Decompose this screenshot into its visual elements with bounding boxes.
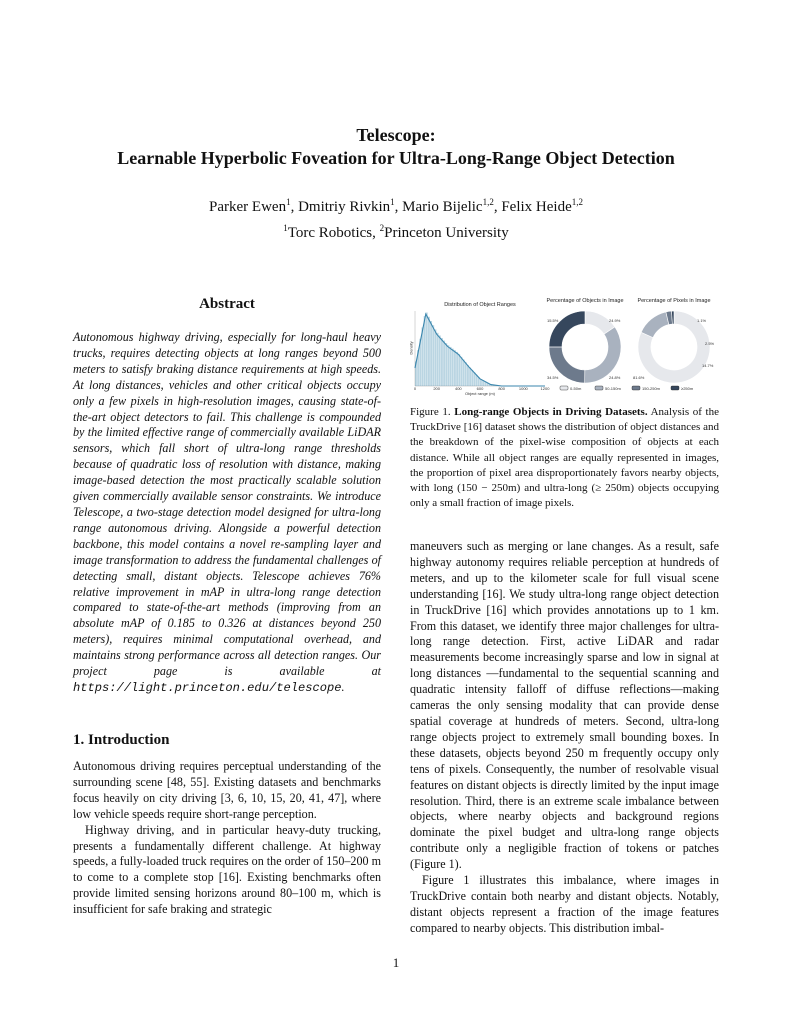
intro-right-text bbox=[410, 539, 719, 937]
chart-title: Distribution of Object Ranges bbox=[444, 302, 516, 308]
data-label: 34.5% bbox=[547, 375, 559, 380]
data-label: 24.9% bbox=[609, 318, 621, 323]
histogram-bar bbox=[456, 352, 458, 386]
histogram-bar bbox=[435, 329, 437, 386]
intro-paragraph: Figure 1 illustrates this imbalance, where images in TruckDrive contain both nearby and distant objects. Notably, distant objects represent a fraction of the image features compared to nearby objects. This distribution imbal- bbox=[410, 873, 719, 935]
histogram-bar bbox=[458, 354, 460, 386]
figure-caption: Figure 1. Long-range Objects in Driving Datasets. Analysis of the TruckDrive [16] dataset shows the distribution of object distances and the breakdown of the pixel-wise composition of objects at each distance. While all object ranges are equally represented in images, the proportion of pixel area disproportionately favors nearby objects, with long (150 − 250m) and ultra-long (≥ 250m) objects occupying only a small fraction of image pixels. bbox=[410, 406, 719, 510]
chart-title: Percentage of Pixels in Image bbox=[637, 298, 711, 304]
intro-left-text bbox=[73, 759, 381, 918]
histogram-bar bbox=[452, 349, 454, 386]
histogram-bar bbox=[424, 316, 426, 386]
x-tick-label: 600 bbox=[476, 386, 484, 391]
chart-title: Percentage of Objects in Image bbox=[546, 298, 624, 304]
x-tick-label: 200 bbox=[433, 386, 441, 391]
legend-swatch bbox=[671, 386, 679, 390]
legend bbox=[560, 386, 694, 391]
y-axis-label: Density bbox=[408, 341, 414, 355]
histogram-bar bbox=[465, 362, 467, 386]
histogram-bar bbox=[454, 350, 456, 386]
legend-label: ≥250m bbox=[681, 386, 694, 391]
paper-title-line1: Telescope: bbox=[356, 125, 436, 145]
x-tick-label: 400 bbox=[454, 386, 462, 391]
legend-swatch bbox=[560, 386, 568, 390]
author-name: Mario Bijelic bbox=[402, 199, 483, 215]
intro-paragraph: Highway driving, and in particular heavy-duty trucking, presents a fundamentally different challenge. At highway speeds, a fully-loaded truck requires on the order of 150–200 m to come to a complete stop [16]. Existing benchmarks often provide limited sensing horizons around 80–100 m, which is insufficient for safe braking and strategic bbox=[73, 822, 381, 917]
histogram-bar bbox=[467, 365, 469, 386]
histogram-bar bbox=[474, 372, 476, 386]
page-number: 1 bbox=[392, 955, 400, 970]
data-label: 2.5% bbox=[705, 341, 715, 346]
histogram-bar bbox=[443, 341, 445, 386]
intro-paragraph: maneuvers such as merging or lane changes. As a result, safe highway autonomy requires reliable perception at hundreds of meters, and up to the kilometer scale for full visual scene understanding [16]. We study ultra-long range object detection in TruckDrive [16] which provides annotations up to 1 km. From this dataset, we identify three major challenges for ultra-long range detection. First, active LiDAR and radar measurements become increasingly sparse and low in signal at long distances —fundamental to the sequential scanning and quadratic intensity falloff of diffuse reflections—making cameras the only sensing modality that can provide dense spatial coverage at hundreds of meters. Second, ultra-long range objects project to extremely small bounding boxes. In these datasets, objects beyond 250 m frequently occupy only tens of pixels. Consequently, the number of resolvable visual features on distant objects is directly limited by the input image resolution. Third, there is an extreme scale imbalance between objects, where nearby objects and background regions dominate the pixel budget and ultra-long range objects contribute only a negligible fraction of tokens or patches (Figure 1). bbox=[410, 539, 719, 872]
histogram-bar bbox=[461, 357, 463, 386]
data-label: 15.5% bbox=[547, 318, 559, 323]
legend-label: 50-150m bbox=[605, 386, 621, 391]
author-name: Dmitriy Rivkin bbox=[298, 199, 391, 215]
histogram-bar bbox=[439, 335, 441, 386]
donut-slice bbox=[641, 312, 669, 338]
histogram-bar bbox=[437, 333, 439, 386]
author-list: Parker Ewen$^1$, Dmitriy Rivkin$^1$, Mario Bijelic$^{1,2}$, Felix Heide$^{1,2}$ bbox=[209, 197, 583, 215]
histogram-bar bbox=[426, 313, 428, 386]
x-axis-label: Object range (m) bbox=[464, 391, 496, 396]
data-label: 14.7% bbox=[702, 363, 714, 368]
histogram-bar bbox=[469, 368, 471, 386]
author-name: Felix Heide bbox=[501, 199, 572, 215]
x-tick-label: 800 bbox=[498, 386, 506, 391]
figure-1 bbox=[410, 296, 720, 396]
paper-title-line2: Learnable Hyperbolic Foveation for Ultra-Long-Range Object Detection bbox=[117, 148, 675, 168]
legend-label: 0-50m bbox=[570, 386, 582, 391]
data-label: 1.1% bbox=[697, 318, 707, 323]
histogram bbox=[415, 313, 499, 386]
intro-paragraph: Autonomous driving requires perceptual understanding of the surrounding scene [48, 55]. Existing datasets and benchmarks focus heavily on city driving [3, 6, 10, 15, 20, 41, 47], where low vehicle speeds require short-range perception. bbox=[73, 759, 381, 821]
histogram-bar bbox=[471, 370, 473, 386]
histogram-bar bbox=[448, 345, 450, 386]
histogram-bar bbox=[450, 347, 452, 386]
histogram-bar bbox=[463, 360, 465, 386]
abstract-heading: Abstract bbox=[199, 296, 255, 312]
author-name: Parker Ewen bbox=[209, 199, 287, 215]
intro-heading: 1. Introduction bbox=[73, 732, 170, 748]
data-label: 81.6% bbox=[633, 375, 645, 380]
project-link[interactable]: https://light.princeton.edu/telescope bbox=[73, 680, 342, 695]
x-tick-label: 1200 bbox=[540, 386, 550, 391]
legend-swatch bbox=[632, 386, 640, 390]
abstract-text: Autonomous highway driving, especially for long-haul heavy trucks, requires detecting objects at long ranges beyond 500 meters to satisfy braking distance requirements at high speeds. At long distances, vehicles and other critical objects occupy only a few pixels in high-resolution images, causing state-of-the-art object detectors to fail. This challenge is compounded by the limited effective range of commercially available LiDAR sensors, which fall short of ultra-long range thresholds because of quadratic loss of resolution with distance, making image-based detection the most practically scalable solution given commercially available sensor constraints. We introduce Telescope, a two-stage detection model designed for ultra-long range autonomous driving. Alongside a powerful detection backbone, this model contains a novel re-sampling layer and image transformation to address the fundamental challenges of detecting small, distant objects. Telescope achieves 76% relative improvement in mAP in ultra-long range detection compared to state-of-the-art methods (improving from an absolute mAP of 0.185 to 0.326 at distances beyond 250 meters), requires minimal computational overhead, and maintains strong performance across all detection ranges. Our project page is available at https://light.princeton.edu/telescope. bbox=[73, 330, 381, 695]
affiliations: $^1$Torc Robotics, $^2$Princeton University bbox=[283, 223, 509, 241]
histogram-bar bbox=[428, 317, 430, 386]
x-tick-label: 1000 bbox=[518, 386, 528, 391]
x-tick-label: 0 bbox=[413, 386, 417, 391]
legend-swatch bbox=[595, 386, 603, 390]
histogram-bar bbox=[441, 338, 443, 386]
histogram-bar bbox=[445, 343, 447, 386]
histogram-bar bbox=[430, 321, 432, 386]
legend-label: 150-250m bbox=[642, 386, 661, 391]
histogram-bar bbox=[432, 325, 434, 386]
data-label: 24.8% bbox=[609, 375, 621, 380]
donut-slice bbox=[549, 311, 585, 347]
